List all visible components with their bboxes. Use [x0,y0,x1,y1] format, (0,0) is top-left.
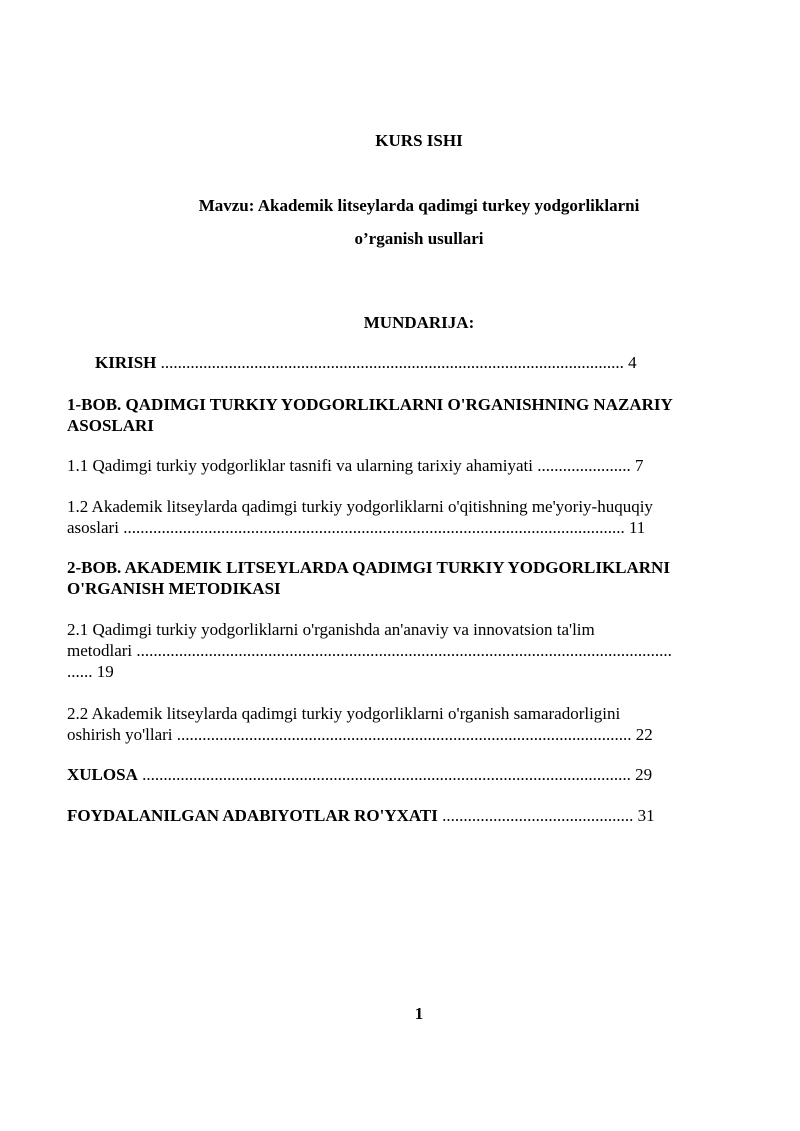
toc-leader-dots: ...................................................................................................................... [118,518,629,537]
toc-entry-label: XULOSA [67,765,138,784]
chapter-heading-line: ASOSLARI [67,416,154,435]
toc-entry-label: 1.2 Akademik litseylarda qadimgi turkiy yodgorliklarni o'qitishning me'yoriy-huquqiy [67,497,653,516]
toc-entry-label: FOYDALANILGAN ADABIYOTLAR RO'YXATI [67,806,438,825]
toc-entry-label: 2.2 Akademik litseylarda qadimgi turkiy yodgorliklarni o'rganish samaradorligini [67,704,621,723]
toc-entry-label: 1.1 Qadimgi turkiy yodgorliklar tasnifi va ularning tarixiy ahamiyati [67,456,533,475]
toc-entry-label-cont: asoslari [67,518,119,537]
toc-leader-dots: ...................... [532,456,635,475]
chapter-heading-line: 2-BOB. AKADEMIK LITSEYLARDA QADIMGI TURKIY YODGORLIKLARNI [67,558,670,577]
toc-entry-1-1[interactable] [67,455,737,476]
toc-entry-kirish[interactable] [95,352,765,373]
topic-line-1: Mavzu: Akademik litseylarda qadimgi turkey yodgorliklarni [198,196,640,215]
toc-entry-references[interactable] [67,805,737,826]
document-title: KURS ISHI [375,131,463,150]
toc-leader-dots: ............................................. [437,806,638,825]
topic-line-2: o’rganish usullari [354,229,484,248]
toc-leader-dots: ...... [67,662,93,681]
page-number: 1 [414,1004,424,1023]
toc-leader-dots: ........................................................................................................... [172,725,636,744]
toc-chapter-2[interactable] [67,557,747,599]
toc-leader-dots: ............................................................................................................. [156,353,629,372]
toc-page-number: 19 [96,662,114,681]
toc-leader-dots: .............................................................................................................................. [132,641,672,660]
toc-entry-2-1[interactable] [67,619,737,682]
toc-entry-1-2[interactable] [67,496,737,538]
toc-leader-dots: ................................................................................................................... [137,765,636,784]
toc-chapter-1[interactable] [67,394,747,436]
toc-entry-2-2[interactable] [67,703,737,745]
toc-entry-label-cont: metodlari [67,641,133,660]
toc-page-number: 29 [635,765,653,784]
toc-entry-xulosa[interactable] [67,764,737,785]
toc-heading: MUNDARIJA: [363,313,475,332]
chapter-heading-line: O'RGANISH METODIKASI [67,579,281,598]
toc-page-number: 22 [635,725,653,744]
toc-page-number: 7 [634,456,644,475]
chapter-heading-line: 1-BOB. QADIMGI TURKIY YODGORLIKLARNI O'RGANISHNING NAZARIY [67,395,673,414]
toc-entry-label: 2.1 Qadimgi turkiy yodgorliklarni o'rganishda an'anaviy va innovatsion ta'lim [67,620,595,639]
toc-page-number: 31 [637,806,655,825]
toc-entry-label-cont: oshirish yo'llari [67,725,173,744]
toc-page-number: 11 [628,518,646,537]
toc-page-number: 4 [628,353,637,372]
toc-entry-label: KIRISH [95,353,157,372]
